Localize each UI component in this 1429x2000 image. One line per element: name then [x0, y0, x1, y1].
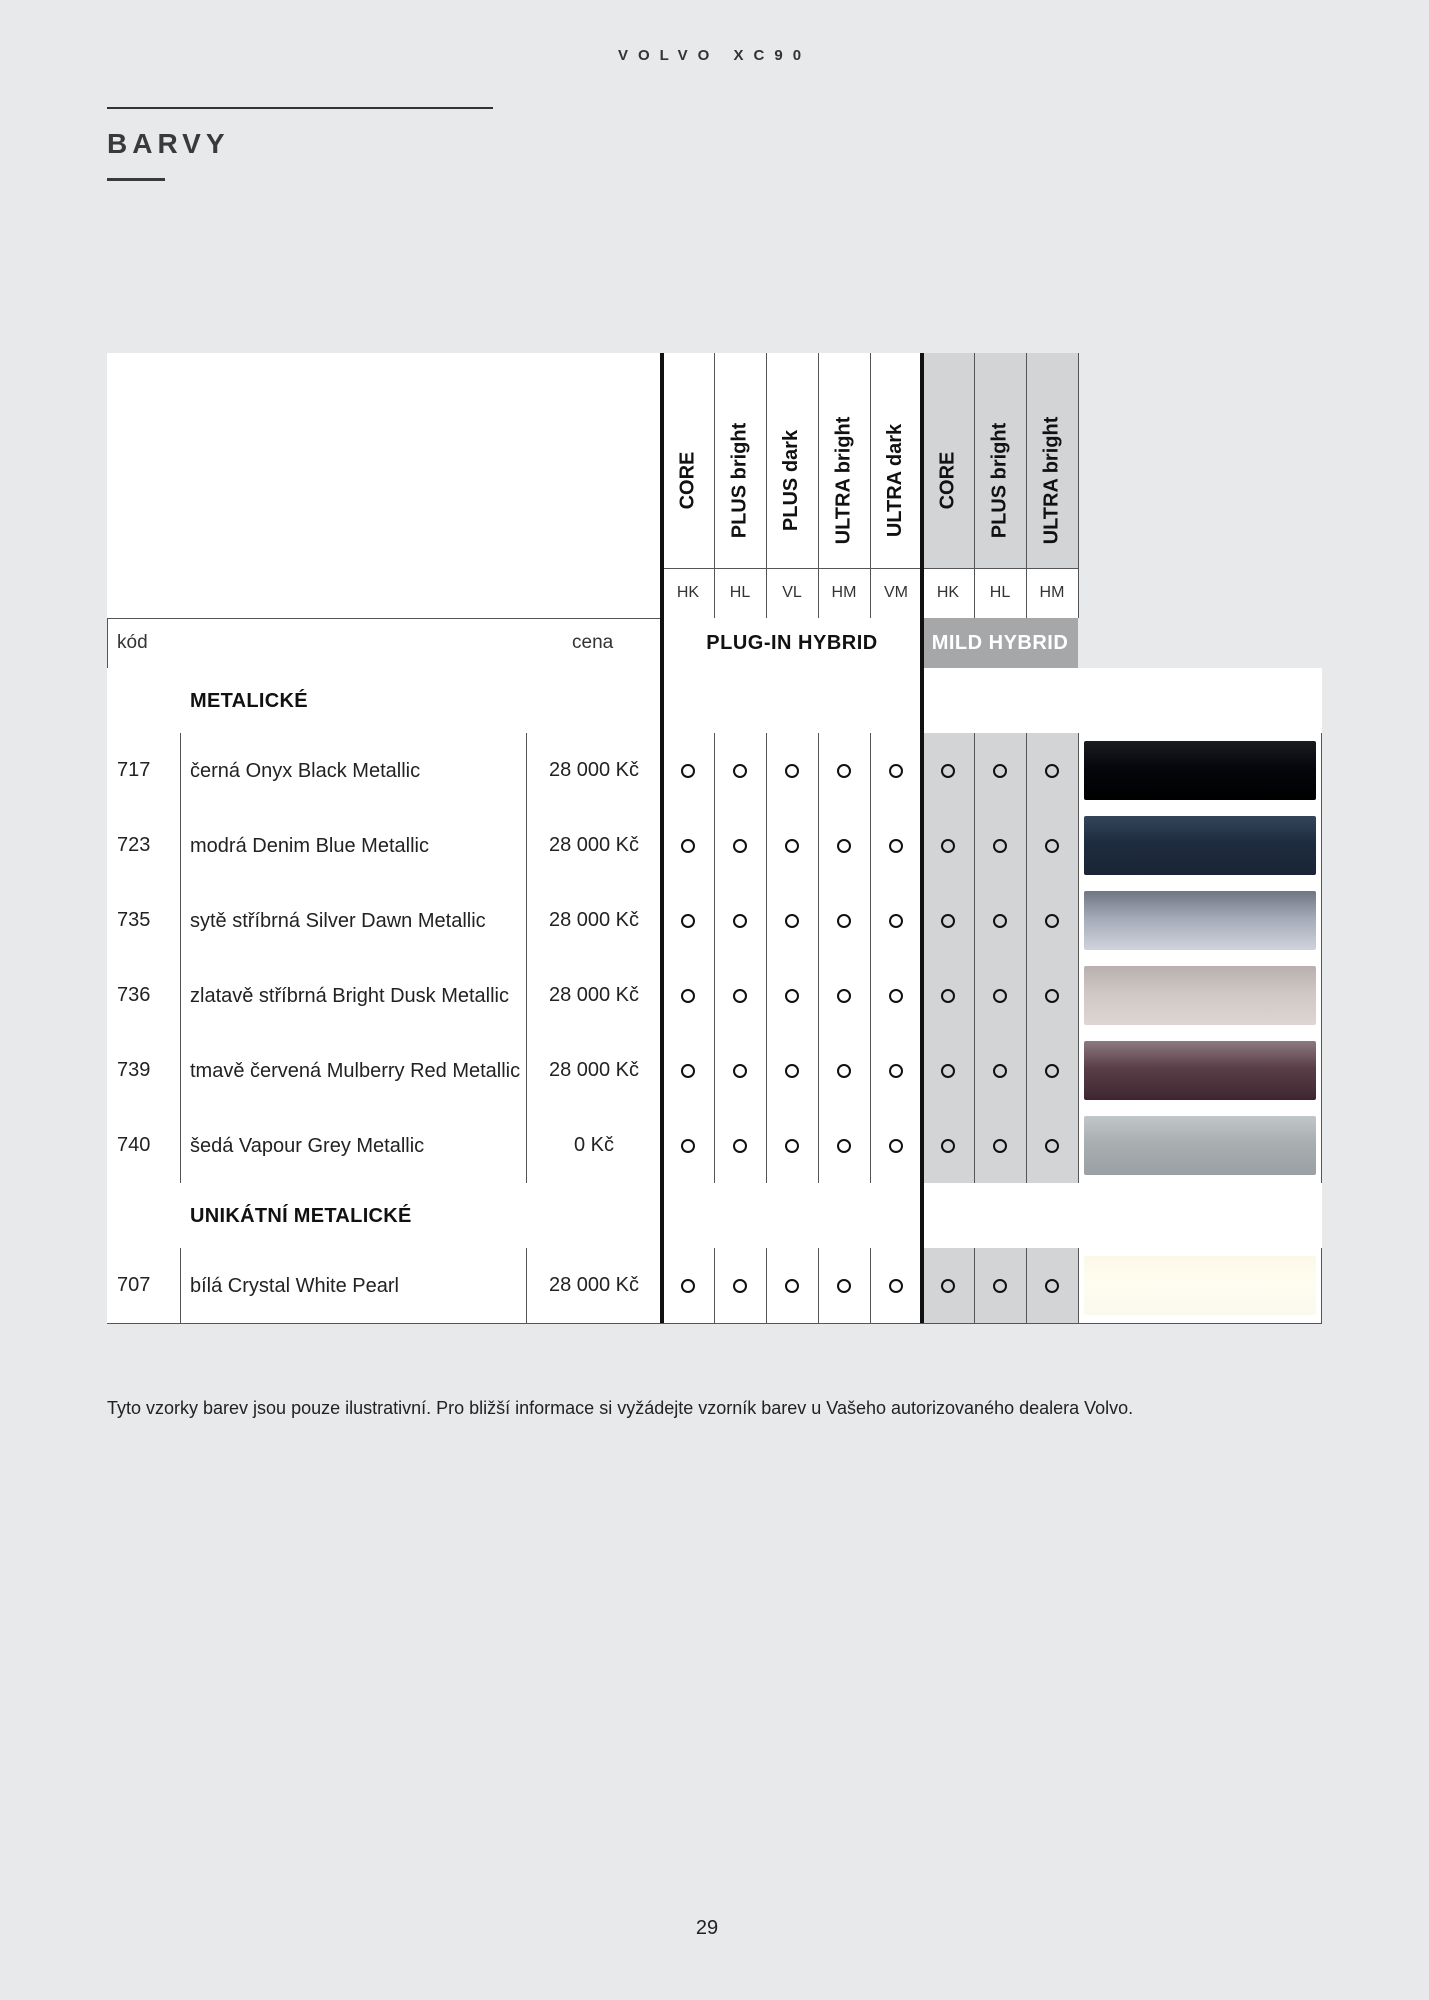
col-divider [818, 353, 819, 618]
col-divider [870, 1248, 871, 1323]
col-kod-label: kód [117, 632, 148, 653]
col-divider [766, 808, 767, 883]
availability-mark [837, 764, 851, 778]
availability-mark [993, 1279, 1007, 1293]
label-row-left [107, 618, 108, 668]
col-divider [180, 808, 181, 883]
col-divider [1026, 1248, 1027, 1323]
availability-mark [1045, 764, 1059, 778]
color-name: modrá Denim Blue Metallic [190, 834, 429, 857]
availability-mark [889, 764, 903, 778]
availability-mark [837, 1064, 851, 1078]
availability-mark [1045, 914, 1059, 928]
col-divider [1078, 733, 1079, 808]
availability-mark [681, 1139, 695, 1153]
col-divider [818, 1248, 819, 1323]
variant-code: HM [831, 584, 857, 601]
color-name: bílá Crystal White Pearl [190, 1274, 399, 1297]
color-name: šedá Vapour Grey Metallic [190, 1134, 425, 1157]
header-divider [662, 568, 1078, 569]
section-title: BARVY [107, 128, 230, 159]
availability-mark [681, 764, 695, 778]
col-divider [714, 883, 715, 958]
category-title: METALICKÉ [190, 690, 308, 712]
color-swatch [1084, 966, 1316, 1025]
col-divider [766, 883, 767, 958]
col-divider [180, 1248, 181, 1323]
availability-mark [785, 1279, 799, 1293]
color-price: 28 000 Kč [548, 909, 640, 931]
color-swatch [1084, 1116, 1316, 1175]
availability-mark [785, 764, 799, 778]
availability-mark [993, 989, 1007, 1003]
variant-code: VL [782, 584, 802, 601]
top-rule [107, 107, 493, 109]
availability-mark [941, 1064, 955, 1078]
availability-mark [941, 1139, 955, 1153]
col-divider [714, 958, 715, 1033]
availability-mark [941, 1279, 955, 1293]
availability-mark [941, 989, 955, 1003]
color-code: 717 [117, 759, 151, 781]
availability-mark [837, 839, 851, 853]
availability-mark [941, 914, 955, 928]
plugin-left-border [660, 353, 664, 1323]
color-name: černá Onyx Black Metallic [190, 759, 421, 782]
availability-mark [681, 989, 695, 1003]
variant-name: CORE [676, 451, 699, 510]
availability-mark [993, 839, 1007, 853]
col-divider [714, 808, 715, 883]
col-divider [766, 353, 767, 618]
col-divider [870, 1108, 871, 1183]
col-divider [526, 1033, 527, 1108]
availability-mark [1045, 1279, 1059, 1293]
availability-mark [993, 1139, 1007, 1153]
availability-mark [889, 989, 903, 1003]
availability-mark [733, 1139, 747, 1153]
brand-header: VOLVO XC90 [617, 47, 812, 64]
col-divider [818, 958, 819, 1033]
color-swatch [1084, 1256, 1316, 1315]
col-divider [766, 1248, 767, 1323]
page-number: 29 [695, 1917, 719, 1939]
col-divider [818, 1033, 819, 1108]
col-divider [1026, 353, 1027, 618]
col-divider [714, 1248, 715, 1323]
availability-mark [785, 1064, 799, 1078]
col-divider [1321, 808, 1322, 883]
col-divider [818, 883, 819, 958]
color-code: 723 [117, 834, 151, 856]
col-divider [870, 1033, 871, 1108]
title-underline [107, 178, 165, 181]
availability-mark [733, 839, 747, 853]
col-divider [1078, 353, 1079, 618]
col-divider [714, 1108, 715, 1183]
group-plugin-label: PLUG-IN HYBRID [662, 618, 922, 668]
availability-mark [681, 1064, 695, 1078]
col-divider [180, 883, 181, 958]
col-divider [974, 1108, 975, 1183]
availability-mark [785, 839, 799, 853]
col-divider [1026, 733, 1027, 808]
col-divider [714, 353, 715, 618]
variant-header [1026, 393, 1078, 568]
col-divider [1078, 958, 1079, 1033]
availability-mark [993, 1064, 1007, 1078]
availability-mark [889, 1139, 903, 1153]
availability-mark [889, 914, 903, 928]
col-divider [1026, 808, 1027, 883]
variant-code: HM [1039, 584, 1065, 601]
color-code: 707 [117, 1274, 151, 1296]
color-swatch [1084, 891, 1316, 950]
availability-mark [837, 914, 851, 928]
col-divider [974, 1248, 975, 1323]
variant-name: PLUS dark [780, 429, 803, 532]
col-divider [1078, 1248, 1079, 1323]
variant-code: HK [676, 584, 700, 601]
availability-mark [733, 989, 747, 1003]
color-code: 740 [117, 1134, 151, 1156]
variant-header [974, 393, 1026, 568]
col-divider [1321, 1248, 1322, 1323]
variant-code: HL [729, 584, 751, 601]
color-swatch [1084, 1041, 1316, 1100]
col-divider [818, 808, 819, 883]
variant-code: HL [989, 584, 1011, 601]
col-divider [1078, 883, 1079, 958]
availability-mark [681, 839, 695, 853]
color-price: 28 000 Kč [548, 834, 640, 856]
col-divider [1078, 808, 1079, 883]
col-divider [1078, 1033, 1079, 1108]
col-divider [974, 808, 975, 883]
col-divider [1026, 1033, 1027, 1108]
col-divider [180, 1033, 181, 1108]
col-divider [1321, 958, 1322, 1033]
variant-header [870, 393, 922, 568]
availability-mark [837, 989, 851, 1003]
col-divider [1078, 1108, 1079, 1183]
availability-mark [993, 914, 1007, 928]
variant-name: CORE [936, 451, 959, 510]
variant-header [922, 393, 974, 568]
availability-mark [733, 1064, 747, 1078]
col-divider [974, 733, 975, 808]
availability-mark [681, 1279, 695, 1293]
col-divider [974, 353, 975, 618]
availability-mark [837, 1279, 851, 1293]
col-divider [870, 808, 871, 883]
availability-mark [1045, 989, 1059, 1003]
variant-header [662, 393, 714, 568]
mild-left-border [920, 353, 924, 1323]
col-divider [766, 958, 767, 1033]
col-divider [870, 958, 871, 1033]
col-divider [714, 733, 715, 808]
col-divider [870, 883, 871, 958]
col-divider [1026, 883, 1027, 958]
col-divider [974, 958, 975, 1033]
col-divider [526, 808, 527, 883]
availability-mark [889, 839, 903, 853]
variant-header [766, 393, 818, 568]
col-divider [974, 1033, 975, 1108]
availability-mark [993, 764, 1007, 778]
col-divider [1321, 1108, 1322, 1183]
variant-code: HK [936, 584, 960, 601]
group-mild-label: MILD HYBRID [922, 618, 1078, 668]
col-divider [526, 883, 527, 958]
availability-mark [733, 914, 747, 928]
col-divider [526, 733, 527, 808]
availability-mark [1045, 839, 1059, 853]
color-name: tmavě červená Mulberry Red Metallic [190, 1059, 521, 1082]
col-divider [526, 1108, 527, 1183]
col-divider [766, 1108, 767, 1183]
row-rule [107, 1323, 1322, 1324]
col-divider [180, 958, 181, 1033]
col-divider [766, 1033, 767, 1108]
color-name: sytě stříbrná Silver Dawn Metallic [190, 909, 486, 932]
variant-header [714, 393, 766, 568]
availability-mark [785, 914, 799, 928]
col-divider [1026, 958, 1027, 1033]
availability-mark [889, 1064, 903, 1078]
availability-mark [889, 1279, 903, 1293]
variant-name: PLUS bright [988, 422, 1011, 539]
color-table [107, 353, 1322, 1323]
color-price: 28 000 Kč [548, 759, 640, 781]
availability-mark [785, 1139, 799, 1153]
availability-mark [941, 764, 955, 778]
col-divider [180, 733, 181, 808]
color-name: zlatavě stříbrná Bright Dusk Metallic [190, 984, 510, 1007]
col-divider [870, 353, 871, 618]
color-swatch [1084, 741, 1316, 800]
availability-mark [681, 914, 695, 928]
col-divider [1321, 1033, 1322, 1108]
col-divider [180, 1108, 181, 1183]
col-cena-label: cena [572, 632, 614, 653]
variant-header [818, 393, 870, 568]
availability-mark [733, 764, 747, 778]
color-swatch [1084, 816, 1316, 875]
col-divider [526, 1248, 527, 1323]
availability-mark [1045, 1064, 1059, 1078]
variant-name: PLUS bright [728, 422, 751, 539]
availability-mark [837, 1139, 851, 1153]
col-divider [1026, 1108, 1027, 1183]
col-divider [974, 883, 975, 958]
variant-code: VM [884, 584, 908, 601]
footnote: Tyto vzorky barev jsou pouze ilustrativní. Pro bližší informace si vyžádejte vzorník barev u Vašeho autorizovaného dealera Volvo. [107, 1398, 1134, 1418]
color-price: 28 000 Kč [548, 1274, 640, 1296]
availability-mark [941, 839, 955, 853]
availability-mark [1045, 1139, 1059, 1153]
col-divider [818, 733, 819, 808]
availability-mark [785, 989, 799, 1003]
variant-name: ULTRA bright [1040, 416, 1063, 545]
col-divider [526, 958, 527, 1033]
variant-name: ULTRA dark [884, 423, 907, 538]
color-price: 28 000 Kč [548, 1059, 640, 1081]
col-divider [1321, 883, 1322, 958]
color-code: 739 [117, 1059, 151, 1081]
col-divider [714, 1033, 715, 1108]
col-divider [870, 733, 871, 808]
variant-name: ULTRA bright [832, 416, 855, 545]
col-divider [766, 733, 767, 808]
color-code: 735 [117, 909, 151, 931]
col-divider [1321, 733, 1322, 808]
color-price: 28 000 Kč [548, 984, 640, 1006]
category-title: UNIKÁTNÍ METALICKÉ [190, 1205, 412, 1227]
color-price: 0 Kč [573, 1134, 615, 1156]
color-code: 736 [117, 984, 151, 1006]
col-divider [818, 1108, 819, 1183]
availability-mark [733, 1279, 747, 1293]
